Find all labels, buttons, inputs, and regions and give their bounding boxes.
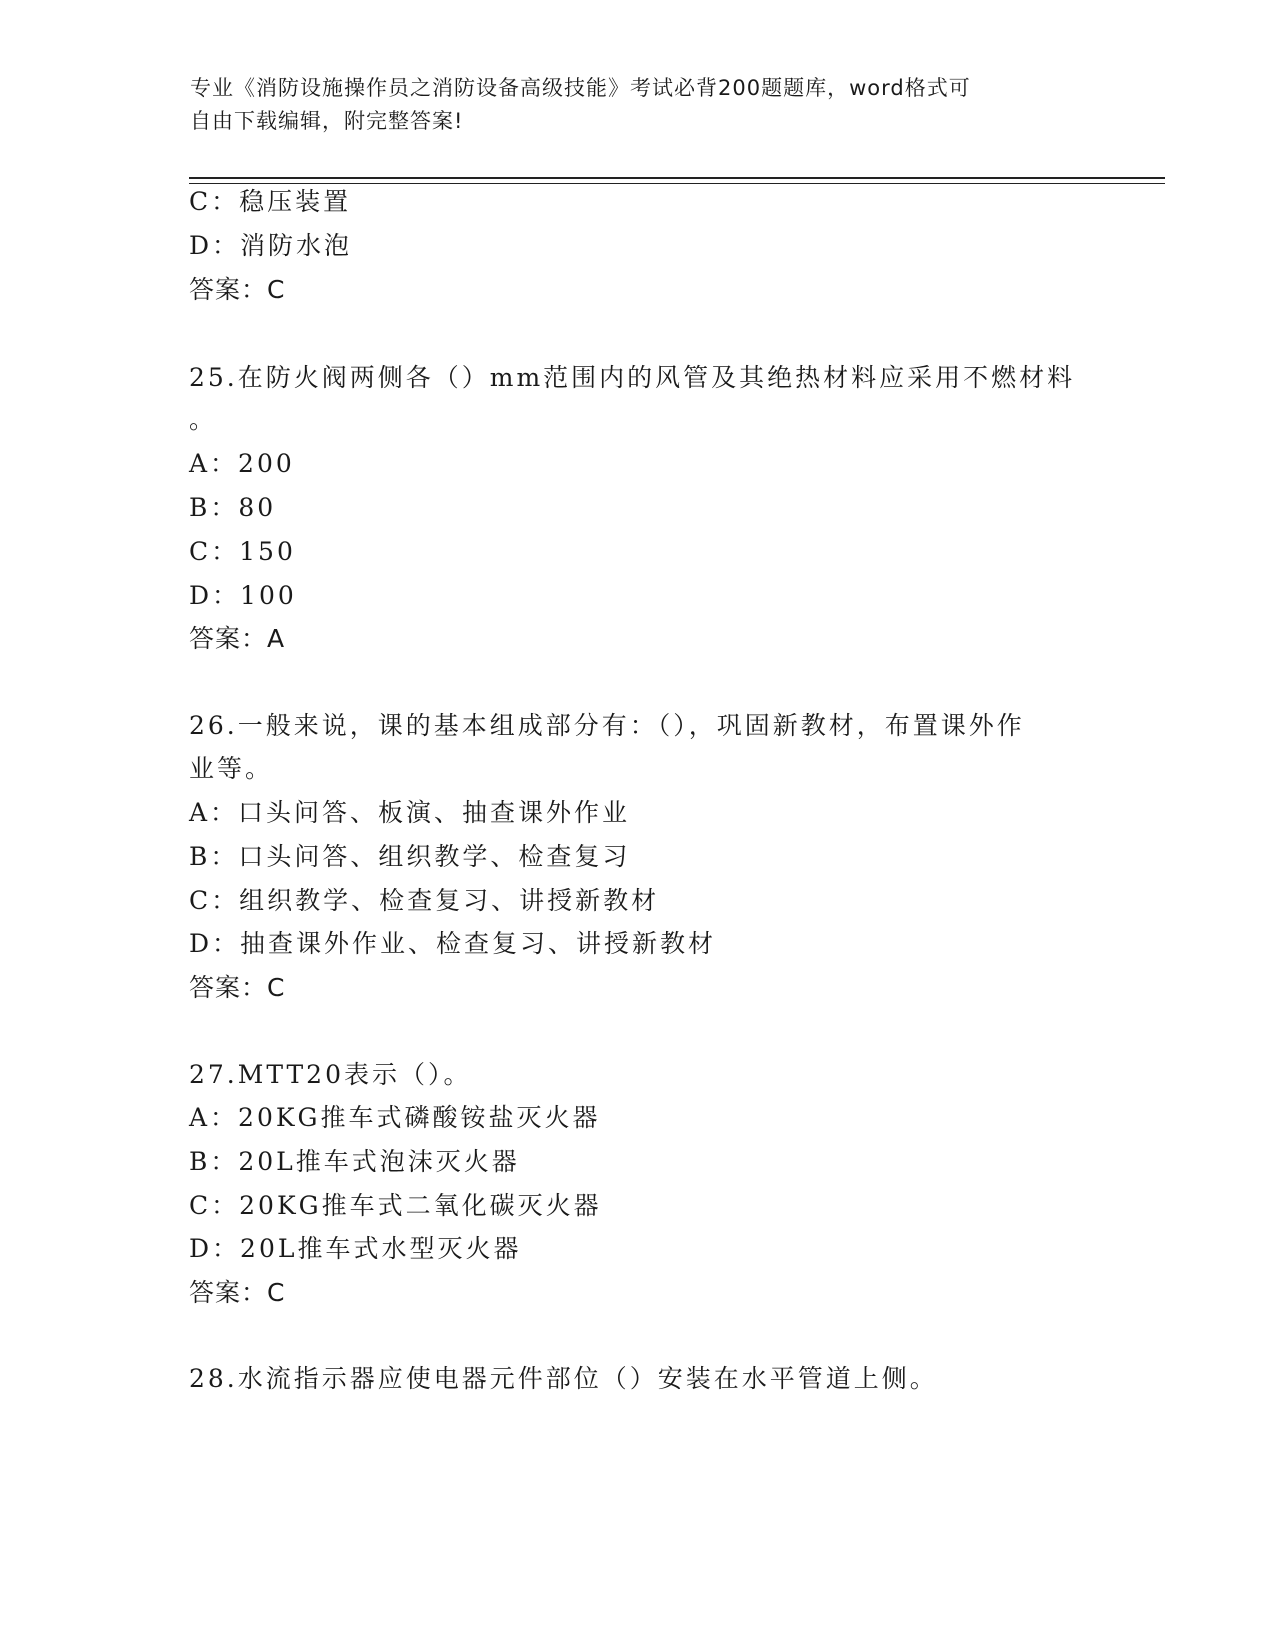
header-divider-thin <box>189 183 1165 184</box>
q26-option-b: B：口头问答、组织教学、检查复习 <box>189 842 631 871</box>
q27-option-a: A：20KG推车式磷酸铵盐灭火器 <box>189 1103 601 1132</box>
q27-option-c: C：20KG推车式二氧化碳灭火器 <box>189 1191 602 1220</box>
q25-answer: 答案：A <box>189 624 286 653</box>
prev-answer: 答案：C <box>189 275 286 304</box>
q25-option-c: C：150 <box>189 537 296 566</box>
header-divider-thick <box>189 177 1165 179</box>
prev-option-c: C：稳压装置 <box>189 187 352 216</box>
header-title-line-1: 专业《消防设施操作员之消防设备高级技能》考试必背200题题库，word格式可 <box>190 76 971 100</box>
q26-answer: 答案：C <box>189 973 286 1002</box>
q26-option-a: A：口头问答、板演、抽查课外作业 <box>189 798 631 827</box>
q28-stem-line-1: 28.水流指示器应使电器元件部位（）安装在水平管道上侧。 <box>189 1364 938 1393</box>
q25-option-d: D：100 <box>189 581 297 610</box>
q27-stem-line-1: 27.MTT20表示（）。 <box>189 1060 472 1089</box>
q26-stem-line-1: 26.一般来说，课的基本组成部分有：（），巩固新教材，布置课外作 <box>189 711 1025 740</box>
q25-stem-line-2: 。 <box>189 405 218 434</box>
q25-stem-line-1: 25.在防火阀两侧各（）mm范围内的风管及其绝热材料应采用不燃材料 <box>189 363 1076 392</box>
header-title-line-2: 自由下载编辑，附完整答案! <box>190 109 464 133</box>
q26-option-c: C：组织教学、检查复习、讲授新教材 <box>189 886 660 915</box>
q26-stem-line-2: 业等。 <box>189 754 274 783</box>
q25-option-a: A：200 <box>189 449 295 478</box>
q26-option-d: D：抽查课外作业、检查复习、讲授新教材 <box>189 929 717 958</box>
q27-option-b: B：20L推车式泡沫灭火器 <box>189 1147 520 1176</box>
q25-option-b: B：80 <box>189 493 277 522</box>
prev-option-d: D：消防水泡 <box>189 231 353 260</box>
q27-option-d: D：20L推车式水型灭火器 <box>189 1234 522 1263</box>
document-header <box>190 72 1090 138</box>
q27-answer: 答案：C <box>189 1278 286 1307</box>
